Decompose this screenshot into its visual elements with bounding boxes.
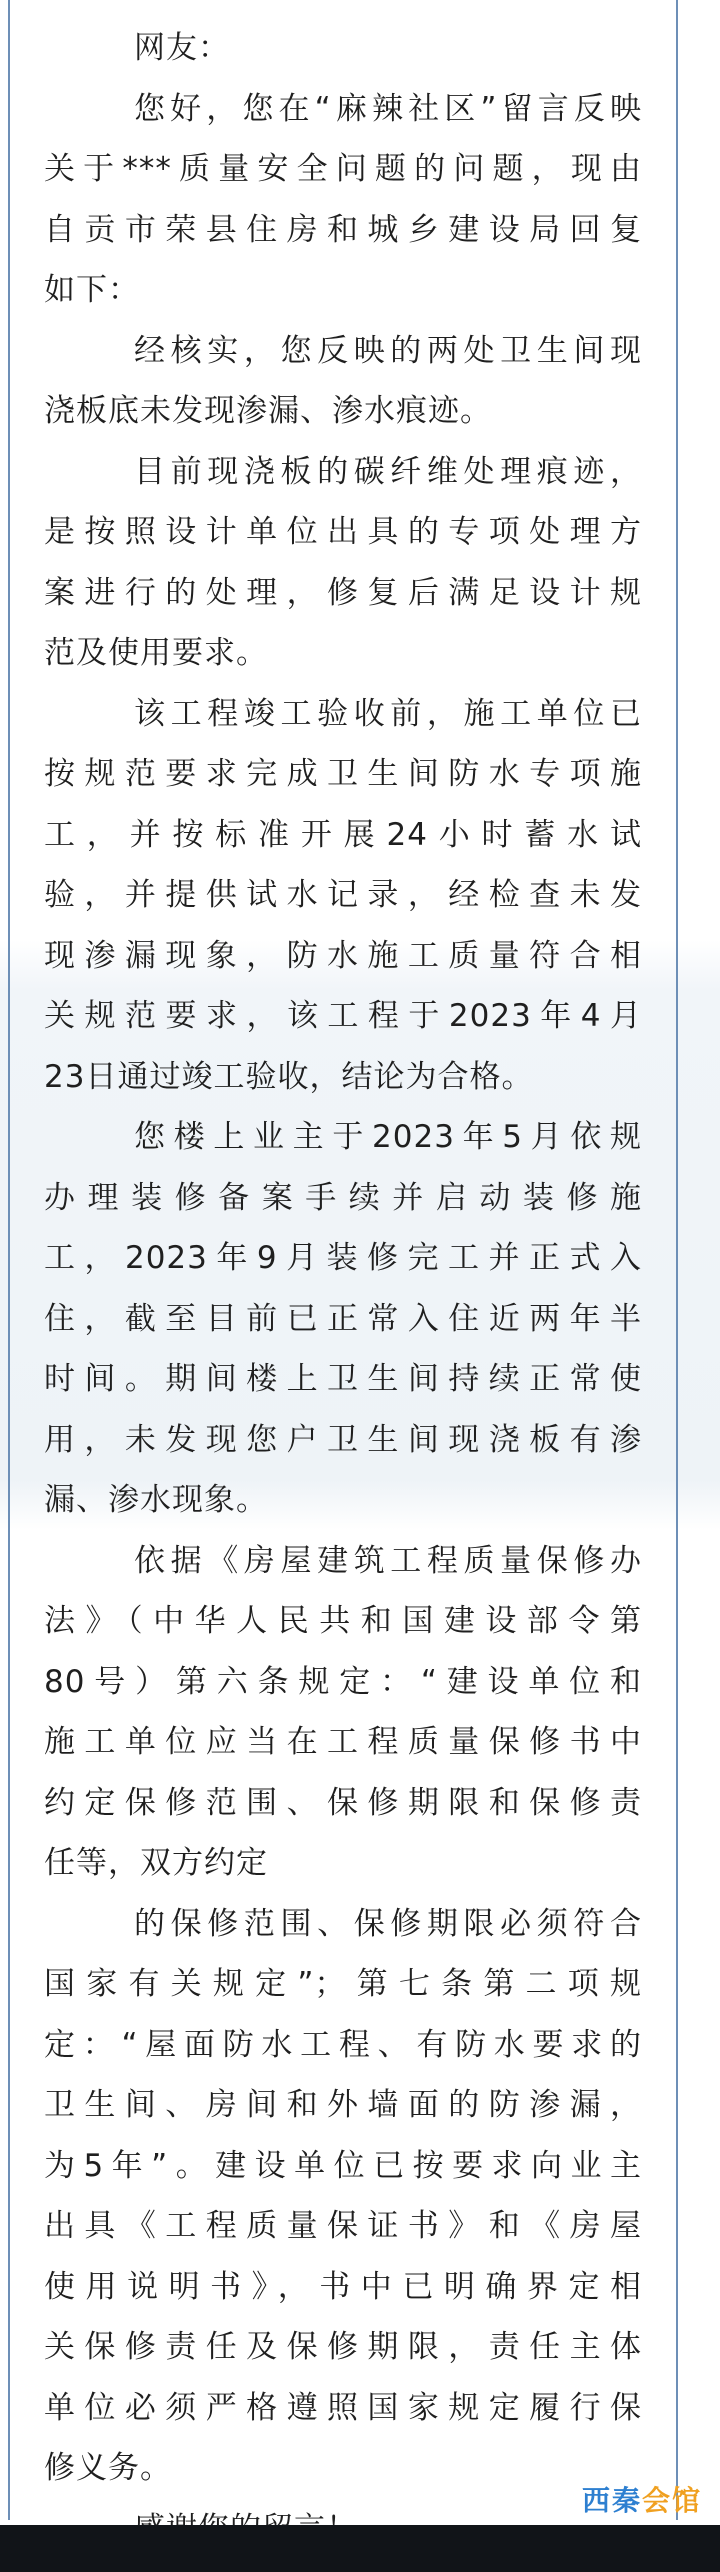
paragraph-line: 按规范要求完成卫生间防水专项施 [44, 756, 642, 792]
paragraph-line: 23日通过竣工验收，结论为合格。 [44, 1058, 534, 1095]
paragraph-line: 修义务。 [44, 2450, 172, 2486]
paragraph-line: 您好，您在“麻辣社区”留言反映 [134, 90, 642, 127]
paragraph-line: 住，截至目前已正常入住近两年半 [44, 1300, 642, 1337]
site-watermark-logo [582, 2478, 702, 2524]
paragraph-line: 时间。期间楼上卫生间持续正常使 [44, 1361, 642, 1397]
paragraph-line: 为5年”。建设单位已按要求向业主 [44, 2147, 642, 2184]
paragraph-line: 使用说明书》，书中已明确界定相 [44, 2268, 642, 2305]
paragraph-line: 国家有关规定”；第七条第二项规 [44, 1966, 642, 2002]
paragraph-line: 验，并提供试水记录，经检查未发 [44, 877, 642, 913]
watermark-part-1: 西秦 [581, 2484, 642, 2517]
left-frame-line [8, 0, 10, 2520]
paragraph-line: 关保修责任及保修期限，责任主体 [44, 2329, 642, 2365]
paragraph-line: 工，2023年9月装修完工并正式入 [44, 1240, 642, 1276]
paragraph-line: 定：“屋面防水工程、有防水要求的 [44, 2026, 642, 2063]
paragraph-line: 经核实，您反映的两处卫生间现 [134, 332, 642, 369]
paragraph-line: 是按照设计单位出具的专项处理方 [44, 514, 642, 550]
paragraph-line: 法》（中华人民共和国建设部令第 [44, 1603, 642, 1639]
paragraph-line: 范及使用要求。 [44, 635, 268, 671]
paragraph-line: 案进行的处理，修复后满足设计规 [44, 574, 642, 611]
paragraph-line: 约定保修范围、保修期限和保修责 [44, 1784, 642, 1821]
paragraph-line: 浇板底未发现渗漏、渗水痕迹。 [44, 393, 492, 429]
paragraph-line: 任等，双方约定 [44, 1845, 268, 1881]
paragraph-line: 的保修范围、保修期限必须符合 [134, 1905, 642, 1942]
watermark-part-2: 会馆 [641, 2484, 702, 2517]
salutation-line: 网友： [134, 30, 230, 66]
paragraph-line: 工，并按标准开展24小时蓄水试 [44, 816, 642, 853]
right-frame-line [676, 0, 678, 2520]
paragraph-line: 关于***质量安全问题的问题，现由 [44, 151, 642, 187]
paragraph-line: 目前现浇板的碳纤维处理痕迹， [134, 453, 642, 490]
paragraph-line: 自贡市荣县住房和城乡建设局回复 [44, 211, 642, 248]
paragraph-line: 用，未发现您户卫生间现浇板有渗 [44, 1421, 642, 1458]
reply-letter [44, 18, 642, 2559]
paragraph-line: 办理装修备案手续并启动装修施 [44, 1179, 642, 1216]
paragraph-line: 卫生间、房间和外墙面的防渗漏， [44, 2087, 642, 2123]
paragraph-line: 该工程竣工验收前，施工单位已 [134, 695, 642, 732]
paragraph-line: 关规范要求，该工程于2023年4月 [44, 998, 642, 1034]
paragraph-line: 现渗漏现象，防水施工质量符合相 [44, 937, 642, 974]
paragraph-line: 如下： [44, 272, 140, 308]
paragraph-line: 漏、渗水现象。 [44, 1482, 268, 1518]
paragraph-line: 80号）第六条规定：“建设单位和 [44, 1663, 642, 1700]
paragraph-line: 施工单位应当在工程质量保修书中 [44, 1724, 642, 1760]
paragraph-line: 您楼上业主于2023年5月依规 [134, 1119, 642, 1155]
bottom-dark-bar [0, 2525, 720, 2572]
paragraph-line: 出具《工程质量保证书》和《房屋 [44, 2208, 642, 2244]
paragraph-line: 依据《房屋建筑工程质量保修办 [134, 1542, 642, 1579]
paragraph-line: 单位必须严格遵照国家规定履行保 [44, 2389, 642, 2426]
